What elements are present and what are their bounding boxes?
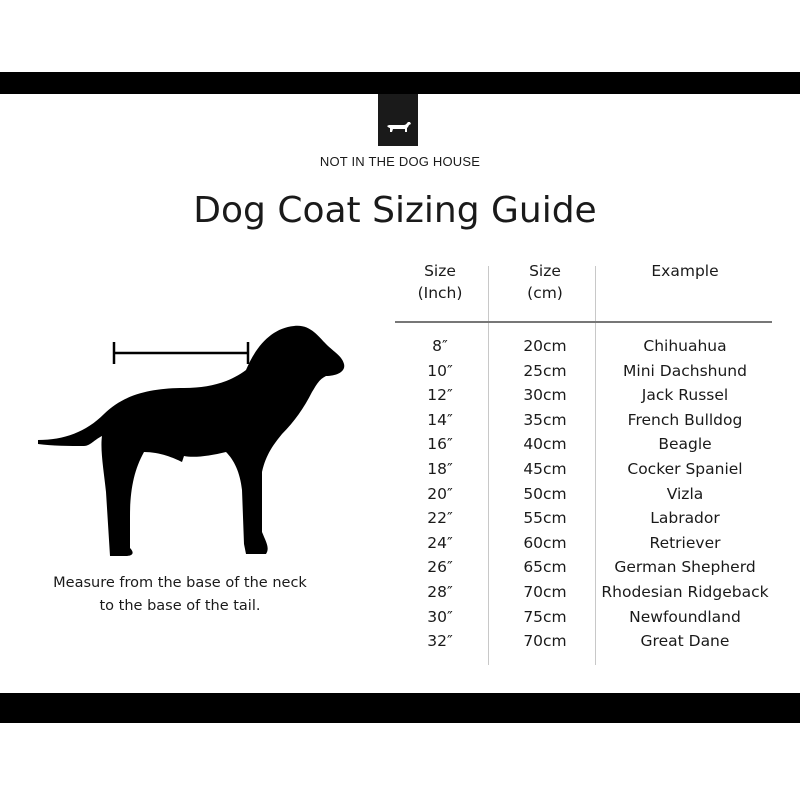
- bottom-band: [0, 693, 800, 723]
- cell-example: Jack Russel: [641, 386, 729, 405]
- cell-cm: 75cm: [523, 607, 567, 626]
- cell-inch: 18″: [427, 459, 453, 478]
- header-rule: [395, 321, 772, 323]
- cell-inch: 32″: [427, 632, 453, 651]
- header-size-inch-line2: (Inch): [417, 284, 463, 302]
- top-band: [0, 72, 800, 94]
- cell-example: German Shepherd: [614, 558, 756, 577]
- table-row: [395, 410, 775, 435]
- table-row: [395, 385, 775, 410]
- cell-inch: 20″: [427, 484, 453, 503]
- caption-line-1: Measure from the base of the neck: [53, 575, 307, 591]
- cell-example: Mini Dachshund: [623, 361, 747, 380]
- table-row: [395, 631, 775, 656]
- table-row: [395, 607, 775, 632]
- cell-cm: 45cm: [523, 459, 567, 478]
- table-row: [395, 508, 775, 533]
- cell-example: Cocker Spaniel: [627, 459, 743, 478]
- cell-cm: 60cm: [523, 533, 567, 552]
- cell-inch: 22″: [427, 509, 453, 528]
- cell-cm: 25cm: [523, 361, 567, 380]
- header-size-cm-line2: (cm): [527, 284, 563, 302]
- cell-inch: 10″: [427, 361, 453, 380]
- logo-tab: [378, 94, 418, 146]
- header-size-cm-line1: Size: [529, 262, 561, 280]
- measurement-bar-icon: [114, 342, 248, 364]
- cell-cm: 30cm: [523, 386, 567, 405]
- caption-line-2: to the base of the tail.: [99, 598, 261, 614]
- cell-cm: 35cm: [523, 410, 567, 429]
- header-size-inch-line1: Size: [424, 262, 456, 280]
- cell-example: Vizla: [666, 484, 704, 503]
- table-row: [395, 557, 775, 582]
- cell-example: Rhodesian Ridgeback: [601, 582, 769, 601]
- cell-inch: 26″: [427, 558, 453, 577]
- cell-inch: 12″: [427, 386, 453, 405]
- header-size-inch: [405, 260, 475, 304]
- table-row: [395, 361, 775, 386]
- table-body: [395, 336, 775, 656]
- table-row: [395, 336, 775, 361]
- cell-inch: 24″: [427, 533, 453, 552]
- cell-example: Labrador: [650, 509, 720, 528]
- header-example: Example: [651, 262, 719, 280]
- page-title: Dog Coat Sizing Guide: [193, 190, 597, 231]
- cell-cm: 50cm: [523, 484, 567, 503]
- cell-inch: 14″: [427, 410, 453, 429]
- cell-example: French Bulldog: [627, 410, 743, 429]
- cell-cm: 20cm: [523, 337, 567, 355]
- cell-example: Beagle: [658, 435, 712, 454]
- measurement-caption: [20, 572, 340, 618]
- table-row: [395, 459, 775, 484]
- cell-inch: 30″: [427, 607, 453, 626]
- brand-name: NOT IN THE DOG HOUSE: [319, 154, 481, 169]
- cell-example: Great Dane: [640, 632, 730, 651]
- cell-example: Retriever: [649, 533, 721, 552]
- dachshund-icon: [384, 120, 412, 134]
- dog-silhouette-icon: [38, 326, 344, 556]
- cell-inch: 28″: [427, 582, 453, 601]
- table-row: [395, 484, 775, 509]
- dog-illustration: [34, 322, 354, 562]
- cell-example: Chihuahua: [643, 337, 727, 355]
- cell-cm: 70cm: [523, 632, 567, 651]
- cell-inch: 8″: [432, 337, 448, 355]
- cell-cm: 65cm: [523, 558, 567, 577]
- cell-cm: 55cm: [523, 509, 567, 528]
- size-table: [395, 260, 775, 665]
- header-size-cm: [505, 260, 585, 304]
- cell-cm: 40cm: [523, 435, 567, 454]
- table-row: [395, 434, 775, 459]
- cell-inch: 16″: [427, 435, 453, 454]
- cell-example: Newfoundland: [629, 607, 741, 626]
- table-row: [395, 582, 775, 607]
- table-row: [395, 533, 775, 558]
- cell-cm: 70cm: [523, 582, 567, 601]
